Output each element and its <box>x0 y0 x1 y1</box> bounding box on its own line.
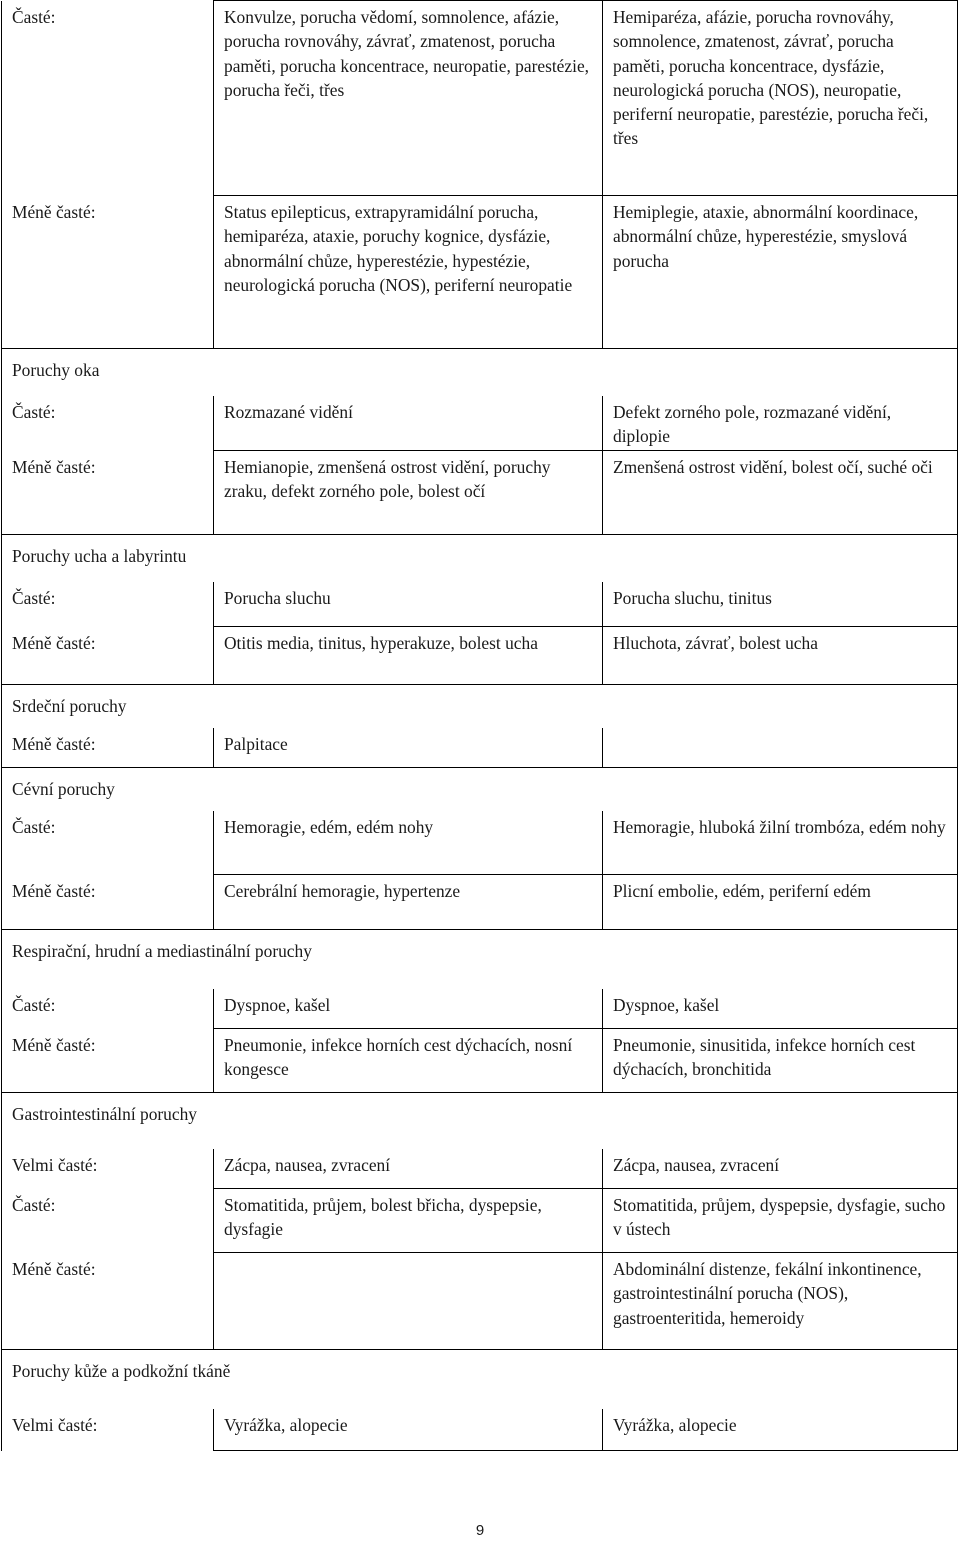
effects-column-1: Cerebrální hemoragie, hypertenze <box>214 875 603 930</box>
effects-column-2: Defekt zorného pole, rozmazané vidění, diplopie <box>603 396 958 451</box>
frequency-label: Časté: <box>2 396 214 451</box>
frequency-label: Méně časté: <box>2 1029 214 1093</box>
effects-column-2 <box>603 728 958 768</box>
frequency-label: Méně časté: <box>2 451 214 535</box>
frequency-label: Časté: <box>2 582 214 627</box>
table-row <box>2 1409 958 1451</box>
effects-column-1: Dyspnoe, kašel <box>214 989 603 1029</box>
section-title: Poruchy oka <box>2 349 958 396</box>
effects-column-2: Abdominální distenze, fekální inkontinence, gastrointestinální porucha (NOS), gastroenteritida, hemeroidy <box>603 1253 958 1350</box>
table-row <box>2 875 958 930</box>
table-row <box>2 627 958 685</box>
table-row <box>2 451 958 535</box>
effects-column-1: Zácpa, nausea, zvracení <box>214 1149 603 1189</box>
effects-column-1: Stomatitida, průjem, bolest břicha, dyspepsie, dysfagie <box>214 1189 603 1253</box>
effects-column-2: Porucha sluchu, tinitus <box>603 582 958 627</box>
effects-column-1: Hemoragie, edém, edém nohy <box>214 811 603 875</box>
frequency-label: Časté: <box>2 1189 214 1253</box>
frequency-label: Časté: <box>2 1 214 196</box>
section-title: Respirační, hrudní a mediastinální poruchy <box>2 930 958 989</box>
frequency-label: Méně časté: <box>2 196 214 349</box>
section-row <box>2 768 958 811</box>
frequency-label: Velmi časté: <box>2 1149 214 1189</box>
frequency-label: Časté: <box>2 811 214 875</box>
effects-column-1: Rozmazané vidění <box>214 396 603 451</box>
effects-column-1: Hemianopie, zmenšená ostrost vidění, poruchy zraku, defekt zorného pole, bolest očí <box>214 451 603 535</box>
section-row <box>2 930 958 989</box>
table-row <box>2 1029 958 1093</box>
effects-column-1: Palpitace <box>214 728 603 768</box>
effects-column-2: Zmenšená ostrost vidění, bolest očí, suché oči <box>603 451 958 535</box>
effects-column-2: Stomatitida, průjem, dyspepsie, dysfagie, sucho v ústech <box>603 1189 958 1253</box>
section-row <box>2 1350 958 1409</box>
table-row <box>2 582 958 627</box>
effects-column-2: Hluchota, závrať, bolest ucha <box>603 627 958 685</box>
frequency-label: Méně časté: <box>2 627 214 685</box>
effects-column-1 <box>214 1253 603 1350</box>
table-row <box>2 811 958 875</box>
table-row <box>2 1253 958 1350</box>
frequency-label: Časté: <box>2 989 214 1029</box>
effects-column-1: Otitis media, tinitus, hyperakuze, bolest ucha <box>214 627 603 685</box>
effects-column-2: Zácpa, nausea, zvracení <box>603 1149 958 1189</box>
effects-column-2: Hemoragie, hluboká žilní trombóza, edém nohy <box>603 811 958 875</box>
section-title: Srdeční poruchy <box>2 685 958 728</box>
effects-column-1: Status epilepticus, extrapyramidální porucha, hemiparéza, ataxie, poruchy kognice, dysfázie, abnormální chůze, hyperestézie, hypestézie, neurologická porucha (NOS), periferní neuropatie <box>214 196 603 349</box>
effects-column-2: Hemiparéza, afázie, porucha rovnováhy, somnolence, zmatenost, závrať, porucha paměti, porucha koncentrace, dysfázie, neurologická porucha (NOS), neuropatie, periferní neuropatie, parestézie, porucha řeči, třes <box>603 1 958 196</box>
table-row <box>2 1149 958 1189</box>
adverse-effects-table <box>1 0 958 1451</box>
frequency-label: Méně časté: <box>2 875 214 930</box>
adverse-effects-document <box>1 0 957 1451</box>
table-row <box>2 396 958 451</box>
table-row <box>2 196 958 349</box>
section-title: Poruchy kůže a podkožní tkáně <box>2 1350 958 1409</box>
frequency-label: Méně časté: <box>2 728 214 768</box>
effects-column-2: Vyrážka, alopecie <box>603 1409 958 1451</box>
section-row <box>2 1093 958 1149</box>
effects-column-1: Porucha sluchu <box>214 582 603 627</box>
effects-column-2: Pneumonie, sinusitida, infekce horních cest dýchacích, bronchitida <box>603 1029 958 1093</box>
effects-column-2: Hemiplegie, ataxie, abnormální koordinace, abnormální chůze, hyperestézie, smyslová porucha <box>603 196 958 349</box>
section-row <box>2 349 958 396</box>
table-row <box>2 1 958 196</box>
effects-column-1: Vyrážka, alopecie <box>214 1409 603 1451</box>
section-row <box>2 685 958 728</box>
effects-column-2: Plicní embolie, edém, periferní edém <box>603 875 958 930</box>
page-number: 9 <box>475 1522 485 1539</box>
section-row <box>2 535 958 582</box>
table-row <box>2 728 958 768</box>
effects-column-2: Dyspnoe, kašel <box>603 989 958 1029</box>
table-row <box>2 1189 958 1253</box>
effects-column-1: Konvulze, porucha vědomí, somnolence, afázie, porucha rovnováhy, závrať, zmatenost, porucha paměti, porucha koncentrace, neuropatie, parestézie, porucha řeči, třes <box>214 1 603 196</box>
section-title: Cévní poruchy <box>2 768 958 811</box>
frequency-label: Méně časté: <box>2 1253 214 1350</box>
section-title: Poruchy ucha a labyrintu <box>2 535 958 582</box>
section-title: Gastrointestinální poruchy <box>2 1093 958 1149</box>
effects-column-1: Pneumonie, infekce horních cest dýchacích, nosní kongesce <box>214 1029 603 1093</box>
table-row <box>2 989 958 1029</box>
frequency-label: Velmi časté: <box>2 1409 214 1451</box>
